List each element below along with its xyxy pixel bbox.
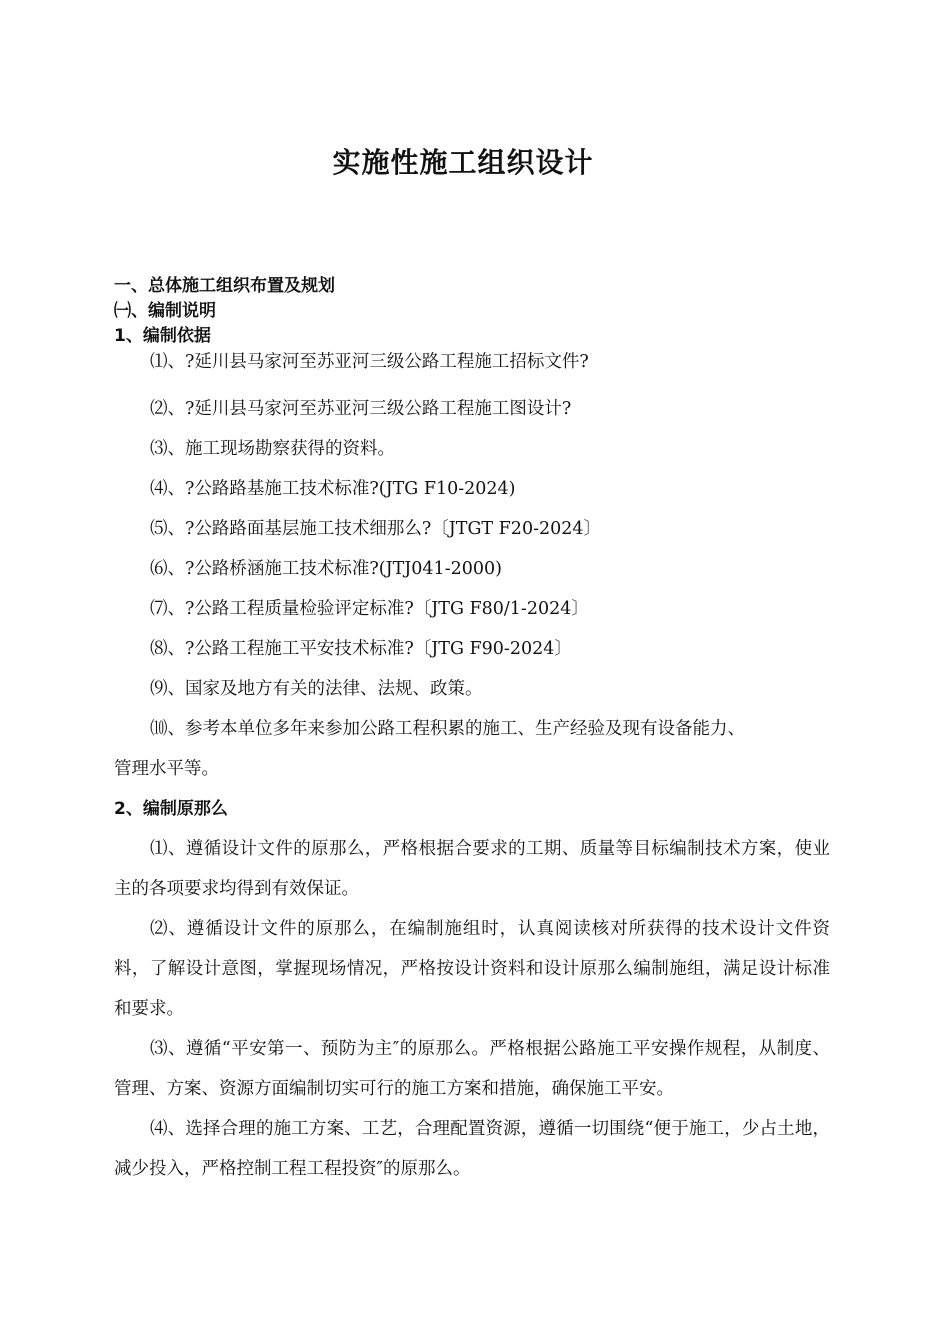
basis-item-10-line1: ⑽、参考本单位多年来参加公路工程积累的施工、生产经验及现有设备能力、 [150,719,745,739]
section-heading: 一、总体施工组织布置及规划 [114,276,335,296]
basis-item: ⑵、?延川县马家河至苏亚河三级公路工程施工图设计? [150,399,572,419]
basis-item: ⑸、?公路路面基层施工技术细那么?〔JTGT F20-2024〕 [150,519,602,539]
principle-paragraph: ⑶、遵循“平安第一、预防为主″的原那么。严格根据公路施工平安操作规程，从制度、管理、方案、资源方面编制切实可行的施工方案和措施，确保施工平安。 [114,1039,830,1099]
principle-paragraph: ⑷、选择合理的施工方案、工艺，合理配置资源，遵循一切围绕“便于施工，少占土地，减少投入，严格控制工程工程投资″的原那么。 [114,1119,830,1179]
document-title: 实施性施工组织设计 [332,146,594,179]
principles-heading: 2、编制原那么 [114,799,228,819]
basis-item: ⑺、?公路工程质量检验评定标准?〔JTG F80/1-2024〕 [150,599,589,619]
principle-paragraph: ⑵、遵循设计文件的原那么，在编制施组时，认真阅读核对所获得的技术设计文件资料，了解设计意图，掌握现场情况，严格按设计资料和设计原那么编制施组，满足设计标准和要求。 [114,919,830,1019]
basis-heading: 1、编制依据 [114,326,211,346]
principle-paragraph: ⑴、遵循设计文件的原那么，严格根据合要求的工期、质量等目标编制技术方案，使业主的各项要求均得到有效保证。 [114,839,830,899]
basis-item-10-line2: 管理水平等。 [114,759,219,779]
basis-item: ⑻、?公路工程施工平安技术标准?〔JTG F90-2024〕 [150,639,572,659]
basis-item: ⑹、?公路桥涵施工技术标准?(JTJ041-2000) [150,559,502,579]
basis-item: ⑶、施工现场勘察获得的资料。 [150,439,395,459]
document-body [114,274,830,1189]
basis-item: ⑴、?延川县马家河至苏亚河三级公路工程施工招标文件? [150,352,589,372]
basis-item: ⑷、?公路路基施工技术标准?(JTG F10-2024) [150,479,516,499]
basis-item: ⑼、国家及地方有关的法律、法规、政策。 [150,679,483,699]
subsection-heading: ㈠、编制说明 [114,301,216,321]
